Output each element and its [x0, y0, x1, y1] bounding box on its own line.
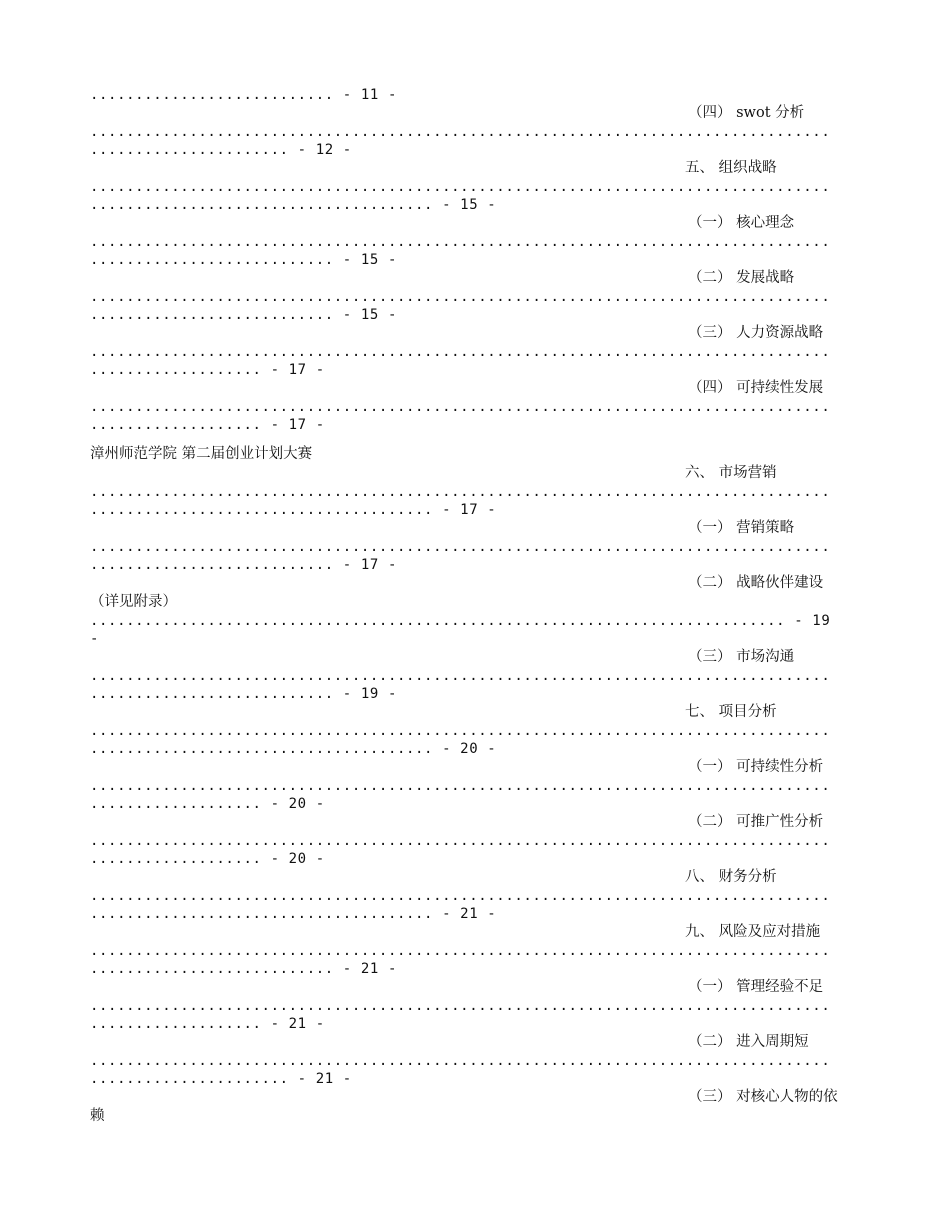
toc-entry [90, 519, 862, 574]
toc-page-number: ........................... - 15 - [90, 252, 397, 268]
toc-entry-title[interactable]: 七、 项目分析 [685, 704, 777, 720]
toc-page-number: ...................................... - 17 - [90, 502, 497, 518]
toc-entry [90, 214, 862, 269]
toc-entry-note: （详见附录） [90, 594, 177, 610]
toc-page-number: ...................................... - 20 - [90, 741, 497, 757]
toc-dot-leader: ........................... - 11 - [90, 87, 397, 103]
toc-entry [90, 923, 862, 978]
toc-page-number: ........................... - 21 - [90, 961, 397, 977]
toc-entry-continuation: 赖 [90, 1108, 105, 1124]
toc-dot-leader: .................................................................................. [90, 723, 831, 739]
toc-dot-leader: .................................................................................. [90, 1053, 831, 1069]
page-header-text: 漳州师范学院 第二届创业计划大赛 [90, 446, 313, 462]
toc-entry-title[interactable]: （三） 市场沟通 [688, 649, 795, 665]
toc-page-number: - [90, 631, 100, 647]
toc-dot-leader: .................................................................................. [90, 344, 831, 360]
toc-entry [90, 379, 862, 434]
toc-entry-title[interactable]: （二） 进入周期短 [688, 1034, 809, 1050]
toc-dot-leader: .................................................................................. [90, 833, 831, 849]
toc-page-number: ........................... - 15 - [90, 307, 397, 323]
toc-dot-leader: .................................................................................. [90, 124, 831, 140]
toc-entry [90, 574, 862, 648]
toc-dot-leader: .................................................................................. [90, 484, 831, 500]
toc-entry [90, 758, 862, 813]
toc-dot-leader: ............................................................................. - 19 [90, 613, 831, 629]
toc-entry [90, 104, 862, 159]
toc-dot-leader: .................................................................................. [90, 998, 831, 1014]
toc-entry [90, 269, 862, 324]
toc-entry-title[interactable]: （三） 人力资源战略 [688, 325, 824, 341]
toc-entry [90, 978, 862, 1033]
toc-entry-title[interactable]: （一） 核心理念 [688, 215, 795, 231]
toc-page [90, 86, 862, 1126]
toc-dot-leader: .................................................................................. [90, 539, 831, 555]
toc-entry-title[interactable]: （二） 发展战略 [688, 270, 795, 286]
toc-entry [90, 813, 862, 868]
toc-page-number: ................... - 20 - [90, 851, 325, 867]
toc-entry-title[interactable]: （一） 营销策略 [688, 520, 795, 536]
toc-entry [90, 1033, 862, 1088]
toc-entry [90, 703, 862, 758]
toc-dot-leader: .................................................................................. [90, 289, 831, 305]
toc-entry-title[interactable]: （一） 管理经验不足 [688, 979, 824, 995]
toc-page-number: ................... - 20 - [90, 796, 325, 812]
toc-dot-leader: .................................................................................. [90, 234, 831, 250]
toc-entry-title[interactable]: 五、 组织战略 [685, 160, 777, 176]
toc-page-number: ................... - 21 - [90, 1016, 325, 1032]
toc-entry-title[interactable]: （四） 可持续性发展 [688, 380, 824, 396]
toc-entry-title[interactable]: （三） 对核心人物的依 [688, 1089, 838, 1105]
toc-page-number: ...................................... - 15 - [90, 197, 497, 213]
toc-entry-title[interactable]: 六、 市场营销 [685, 465, 777, 481]
toc-page-number: ...................................... - 21 - [90, 906, 497, 922]
toc-entry-title[interactable]: （一） 可持续性分析 [688, 759, 824, 775]
toc-page-number: ...................... - 21 - [90, 1071, 352, 1087]
toc-entry [90, 324, 862, 379]
toc-dot-leader: .................................................................................. [90, 888, 831, 904]
toc-dot-leader: .................................................................................. [90, 943, 831, 959]
toc-page-number: ................... - 17 - [90, 362, 325, 378]
toc-page-number: ................... - 17 - [90, 417, 325, 433]
toc-dot-leader: .................................................................................. [90, 778, 831, 794]
toc-entry-title[interactable]: （二） 战略伙伴建设 [688, 575, 824, 591]
toc-entry-title[interactable]: （二） 可推广性分析 [688, 814, 824, 830]
toc-dot-leader: .................................................................................. [90, 399, 831, 415]
toc-dot-leader: .................................................................................. [90, 668, 831, 684]
toc-dot-leader: .................................................................................. [90, 179, 831, 195]
toc-entry-title[interactable]: 九、 风险及应对措施 [685, 924, 821, 940]
toc-entry [90, 159, 862, 214]
toc-entry [90, 648, 862, 703]
toc-page-number: ........................... - 17 - [90, 557, 397, 573]
toc-entry-title[interactable]: 八、 财务分析 [685, 869, 777, 885]
toc-entry-title[interactable]: （四） swot 分析 [688, 105, 805, 121]
toc-page-number: ...................... - 12 - [90, 142, 352, 158]
toc-page-number: ........................... - 19 - [90, 686, 397, 702]
toc-entry [90, 1088, 862, 1126]
toc-entry [90, 868, 862, 923]
toc-entry [90, 464, 862, 519]
